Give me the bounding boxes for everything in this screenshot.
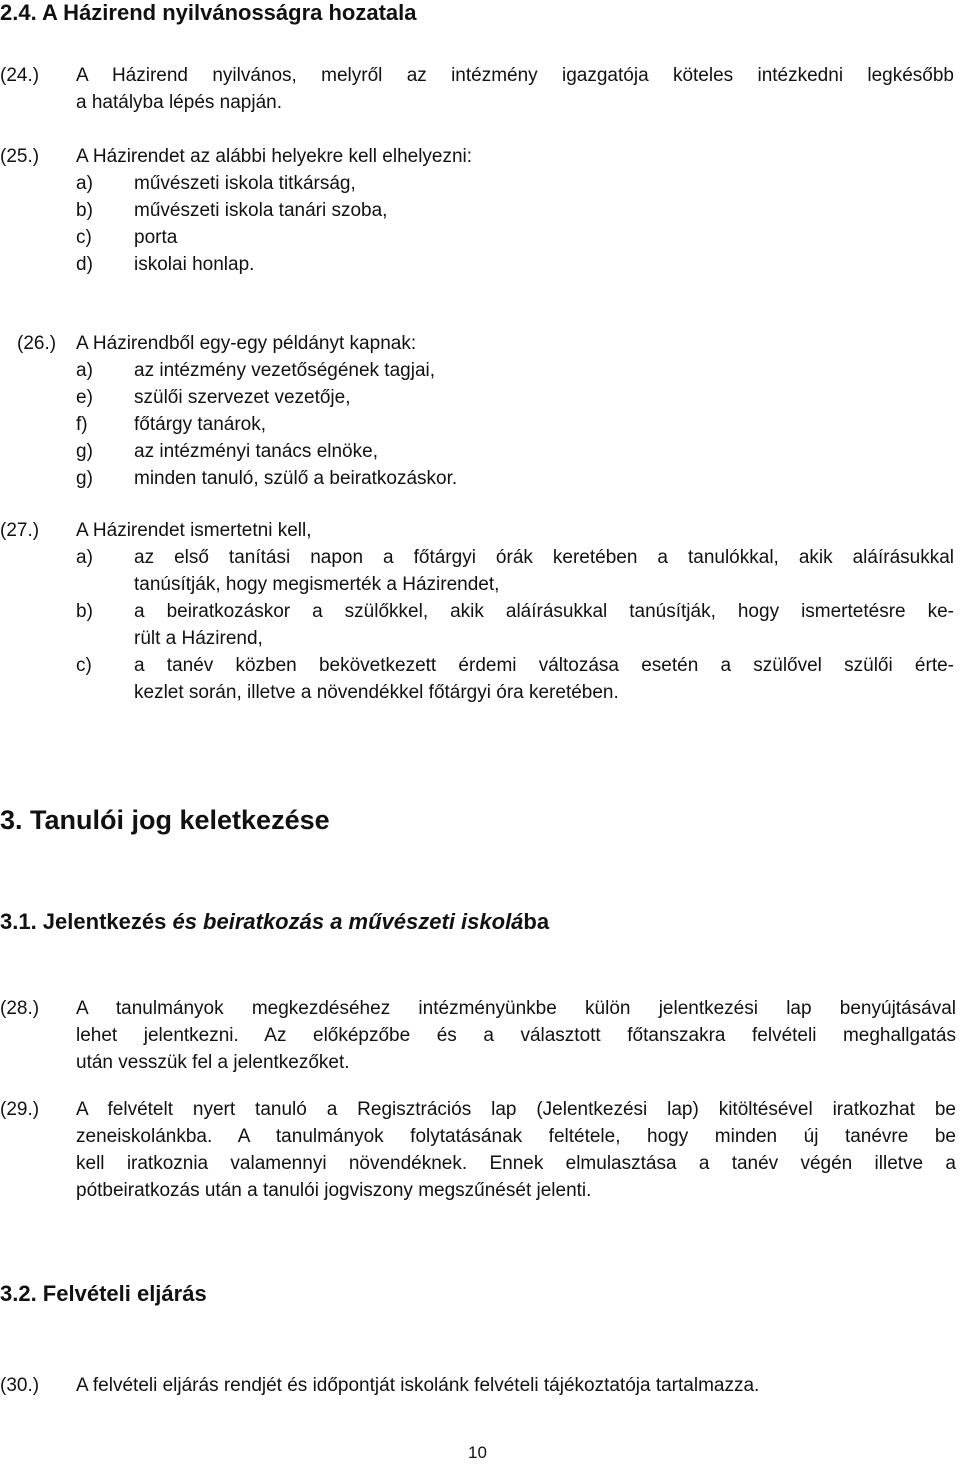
list-item-label: c) xyxy=(76,655,92,676)
paragraph-number-28: (28.) xyxy=(0,998,40,1019)
list-item-text: főtárgy tanárok, xyxy=(134,414,267,435)
list-item-label: g) xyxy=(76,468,93,489)
list-item-text: iskolai honlap. xyxy=(134,254,255,275)
paragraph-29-line: zeneiskolánkba. A tanulmányok folytatásának feltétele, hogy minden új tanévre be xyxy=(76,1126,956,1147)
list-item-text: az intézményi tanács elnöke, xyxy=(134,441,378,462)
paragraph-29-line: kell iratkoznia valamennyi növendéknek. Ennek elmulasztása a tanév végén illetve a xyxy=(76,1153,956,1174)
section-heading-2-4: 2.4. A Házirend nyilvánosságra hozatala xyxy=(0,0,417,25)
section-heading-3: 3. Tanulói jog keletkezése xyxy=(0,805,330,835)
paragraph-28-line: lehet jelentkezni. Az előképzőbe és a választott főtanszakra felvételi meghallgatás xyxy=(76,1025,956,1046)
list-item-text: művészeti iskola tanári szoba, xyxy=(134,200,388,221)
paragraph-28-line: A tanulmányok megkezdéséhez intézményünkbe külön jelentkezési lap benyújtásával xyxy=(76,998,956,1019)
list-item-line: a beiratkozáskor a szülőkkel, akik aláírásukkal tanúsítják, hogy ismertetésre ke- xyxy=(134,601,954,622)
list-item-label: b) xyxy=(76,601,93,622)
heading-text-italic: és beiratkozás a művészeti iskolá xyxy=(172,909,524,934)
list-item-label: c) xyxy=(76,227,92,248)
list-item-label: f) xyxy=(76,414,88,435)
list-item-text: porta xyxy=(134,227,178,248)
paragraph-number-26: (26.) xyxy=(17,333,57,354)
list-item-label: g) xyxy=(76,441,93,462)
section-heading-3-1 xyxy=(0,907,549,937)
list-item-text xyxy=(134,598,954,652)
paragraph-24-line: a hatályba lépés napján. xyxy=(76,92,282,113)
paragraph-28 xyxy=(76,995,956,1076)
list-item-text: minden tanuló, szülő a beiratkozáskor. xyxy=(134,468,458,489)
list-item-text xyxy=(134,652,954,706)
list-item-text: művészeti iskola titkárság, xyxy=(134,173,356,194)
list-item-text xyxy=(134,544,954,598)
paragraph-28-line: után vesszük fel a jelentkezőket. xyxy=(76,1052,350,1073)
paragraph-26-intro: A Házirendből egy-egy példányt kapnak: xyxy=(76,333,417,354)
list-item-line: tanúsítják, hogy megismerték a Házirendet, xyxy=(134,574,500,595)
list-item-label: a) xyxy=(76,173,93,194)
paragraph-29-line: pótbeiratkozás után a tanulói jogviszony megszűnését jelenti. xyxy=(76,1180,592,1201)
list-item-label: a) xyxy=(76,547,93,568)
paragraph-number-29: (29.) xyxy=(0,1099,40,1120)
list-item-label: b) xyxy=(76,200,93,221)
heading-text: 3.1. Jelentkezés xyxy=(0,909,173,934)
paragraph-27-intro: A Házirendet ismertetni kell, xyxy=(76,520,312,541)
heading-text: ba xyxy=(523,909,550,934)
list-item-line: rült a Házirend, xyxy=(134,628,263,649)
paragraph-29 xyxy=(76,1096,956,1204)
list-item-text: az intézmény vezetőségének tagjai, xyxy=(134,360,436,381)
list-item-label: e) xyxy=(76,387,93,408)
list-item-line: az első tanítási napon a főtárgyi órák keretében a tanulókkal, akik aláírásukkal xyxy=(134,547,954,568)
list-item-label: a) xyxy=(76,360,93,381)
paragraph-25-intro: A Házirendet az alábbi helyekre kell elhelyezni: xyxy=(76,146,473,167)
paragraph-number-24: (24.) xyxy=(0,65,40,86)
list-item-line: a tanév közben bekövetkezett érdemi változása esetén a szülővel szülői érte- xyxy=(134,655,954,676)
paragraph-number-30: (30.) xyxy=(0,1375,40,1396)
paragraph-24 xyxy=(76,62,954,116)
list-item-text: szülői szervezet vezetője, xyxy=(134,387,351,408)
page-number: 10 xyxy=(468,1443,487,1462)
list-item-line: kezlet során, illetve a növendékkel főtárgyi óra keretében. xyxy=(134,682,619,703)
section-heading-3-2: 3.2. Felvételi eljárás xyxy=(0,1281,207,1306)
paragraph-24-line: A Házirend nyilvános, melyről az intézmény igazgatója köteles intézkedni legkésőbb xyxy=(76,65,954,86)
paragraph-number-25: (25.) xyxy=(0,146,40,167)
list-item-label: d) xyxy=(76,254,93,275)
paragraph-number-27: (27.) xyxy=(0,520,40,541)
paragraph-29-line: A felvételt nyert tanuló a Regisztrációs lap (Jelentkezési lap) kitöltésével iratkozhat be xyxy=(76,1099,956,1120)
paragraph-30: A felvételi eljárás rendjét és időpontját iskolánk felvételi tájékoztatója tartalmazza. xyxy=(76,1375,760,1396)
